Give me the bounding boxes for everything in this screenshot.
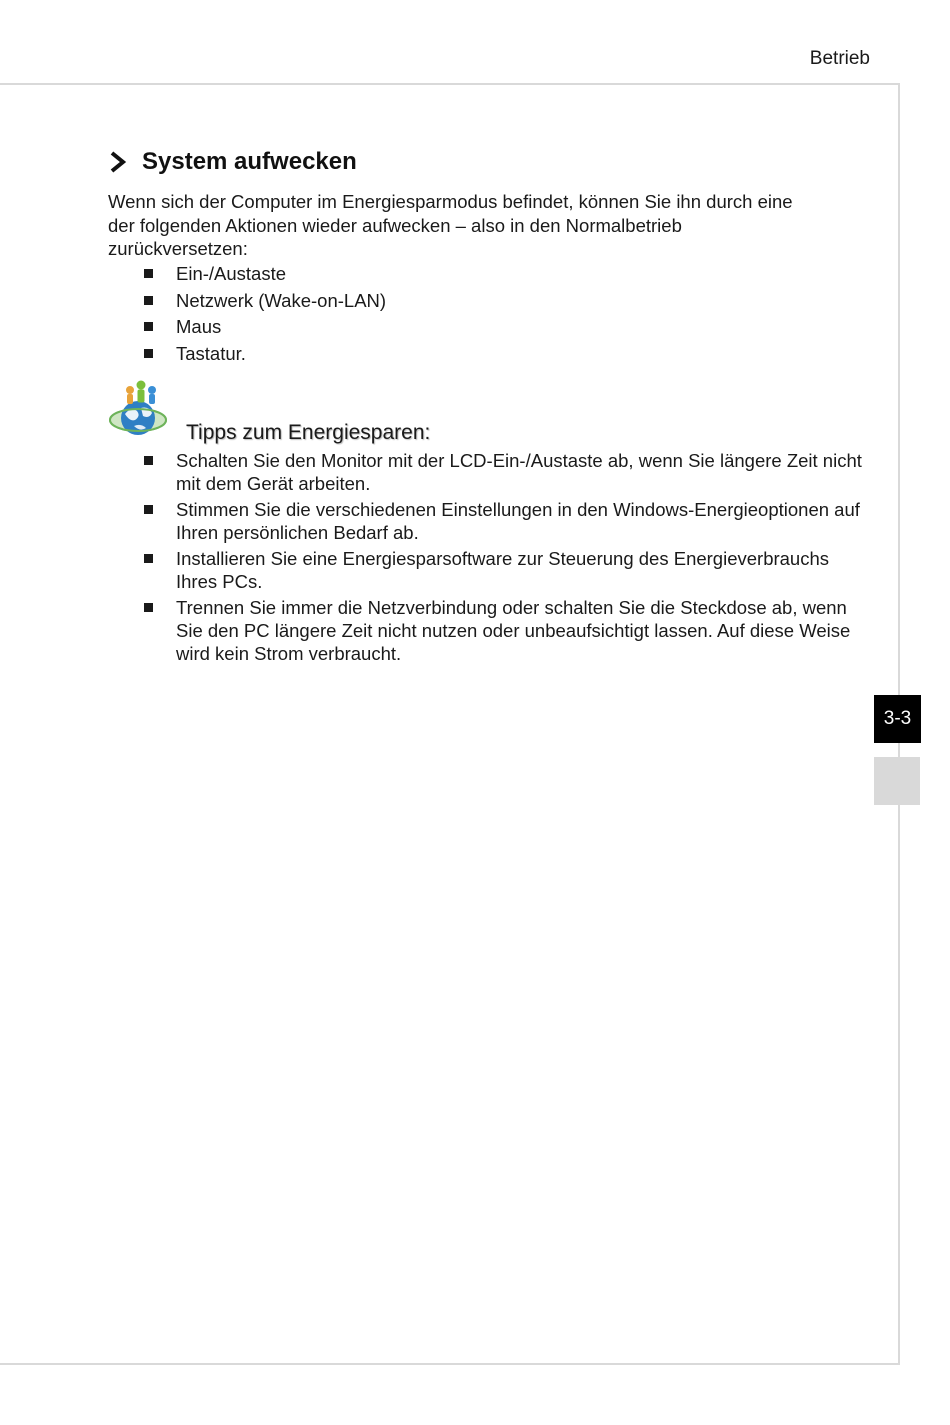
tips-globe-icon <box>108 378 174 444</box>
list-item: Maus <box>142 315 386 338</box>
page-number-tab: 3-3 <box>874 695 921 743</box>
tips-list <box>142 449 862 668</box>
intro-paragraph: Wenn sich der Computer im Energiesparmodus befindet, können Sie ihn durch eine der folgenden Aktionen wieder aufwecken – also in den Normalbetrieb zurückversetzen: <box>108 191 793 259</box>
chapter-grey-tab <box>874 757 920 805</box>
wake-methods-list <box>142 262 386 368</box>
chevron-right-icon <box>108 150 128 174</box>
list-item: Netzwerk (Wake-on-LAN) <box>142 289 386 312</box>
list-item: Trennen Sie immer die Netzverbindung oder schalten Sie die Steckdose ab, wenn Sie den PC längere Zeit nicht nutzen oder unbeaufsichtigt lassen. Auf diese Weise wird kein Strom verbraucht. <box>142 596 862 665</box>
list-item: Schalten Sie den Monitor mit der LCD-Ein-/Austaste ab, wenn Sie längere Zeit nicht mit dem Gerät arbeiten. <box>142 449 862 495</box>
list-item: Stimmen Sie die verschiedenen Einstellungen in den Windows-Energieoptionen auf Ihren persönlichen Bedarf ab. <box>142 498 862 544</box>
chapter-header: Betrieb <box>809 48 870 69</box>
list-item: Tastatur. <box>142 342 386 365</box>
section-heading <box>108 148 357 176</box>
list-item: Installieren Sie eine Energiesparsoftware zur Steuerung des Energieverbrauchs Ihres PCs. <box>142 547 862 593</box>
section-title: System aufwecken <box>142 148 357 175</box>
page-frame <box>0 83 900 1365</box>
tips-title: Tipps zum Energiesparen: <box>186 421 431 444</box>
list-item: Ein-/Austaste <box>142 262 386 285</box>
